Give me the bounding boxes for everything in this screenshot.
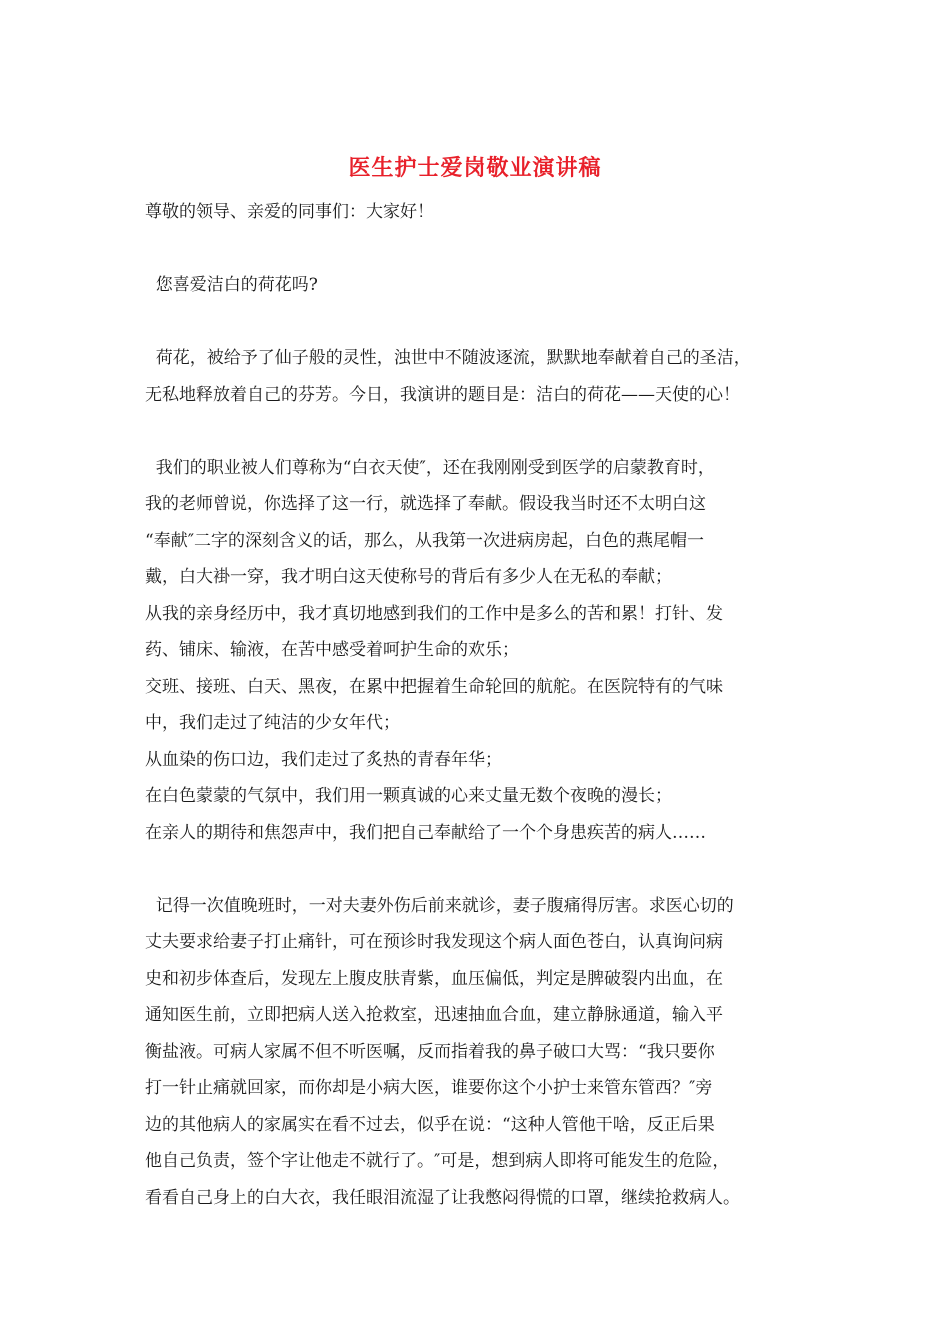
- blank-line: [145, 851, 825, 888]
- text-line: 无私地释放着自己的芬芳。今日，我演讲的题目是：洁白的荷花——天使的心！: [145, 384, 740, 405]
- text-line: 我们的职业被人们尊称为“白衣天使″，还在我刚刚受到医学的启蒙教育时，: [145, 457, 715, 478]
- text-line: 交班、接班、白天、黑夜，在累中把握着生命轮回的航舵。在医院特有的气味: [145, 676, 723, 697]
- text-line: 他自己负责，签个字让他走不就行了。″可是，想到病人即将可能发生的危险，: [145, 1151, 730, 1171]
- text-line: 边的其他病人的家属实在看不过去，似乎在说：“这种人管他干啥，反正后果: [145, 1114, 715, 1135]
- blank-line: [145, 413, 825, 450]
- text-line: 尊敬的领导、亲爱的同事们：大家好！: [145, 202, 434, 222]
- text-line: 您喜爱洁白的荷花吗?: [145, 275, 318, 295]
- text-line: “奉献″二字的深刻含义的话，那么，从我第一次进病房起，白色的燕尾帽一: [145, 530, 705, 551]
- document-title: 医生护士爱岗敬业演讲稿: [348, 155, 602, 181]
- text-line: 药、铺床、输液，在苦中感受着呵护生命的欢乐；: [145, 640, 519, 660]
- text-line: 戴，白大褂一穿，我才明白这天使称号的背后有多少人在无私的奉献；: [145, 567, 672, 587]
- text-line: 在白色蒙蒙的气氛中，我们用一颗真诚的心来丈量无数个夜晚的漫长；: [145, 786, 672, 806]
- blank-line: [145, 304, 825, 341]
- text-line: 通知医生前，立即把病人送入抢救室，迅速抽血合血，建立静脉通道，输入平: [145, 1005, 723, 1025]
- text-line: 在亲人的期待和焦怨声中，我们把自己奉献给了一个个身患疾苦的病人……: [145, 822, 706, 843]
- text-line: 史和初步体查后，发现左上腹皮肤青紫，血压偏低，判定是脾破裂内出血，在: [145, 968, 723, 989]
- text-line: 从血染的伤口边，我们走过了炙热的青春年华；: [145, 749, 502, 770]
- text-line: 记得一次值晚班时，一对夫妻外伤后前来就诊，妻子腹痛得厉害。求医心切的: [145, 895, 734, 916]
- text-line: 我的老师曾说，你选择了这一行，就选择了奉献。假设我当时还不太明白这: [145, 494, 706, 514]
- text-line: 丈夫要求给妻子打止痛针，可在预诊时我发现这个病人面色苍白，认真询问病: [145, 932, 723, 952]
- text-line: 衡盐液。可病人家属不但不听医嘱，反而指着我的鼻子破口大骂：“我只要你: [145, 1041, 715, 1062]
- text-line: 荷花，被给予了仙子般的灵性，浊世中不随波逐流，默默地奉献着自己的圣洁，: [145, 348, 751, 368]
- text-line: 打一针止痛就回家，而你却是小病大医，谁要你这个小护士来管东管西？″旁: [145, 1078, 713, 1098]
- blank-line: [145, 231, 825, 268]
- text-line: 中，我们走过了纯洁的少女年代；: [145, 713, 400, 733]
- text-line: 看看自己身上的白大衣，我任眼泪流湿了让我憋闷得慌的口罩，继续抢救病人。: [145, 1187, 740, 1208]
- text-line: 从我的亲身经历中，我才真切地感到我们的工作中是多么的苦和累！打针、发: [145, 603, 723, 624]
- document-body: [145, 194, 825, 1216]
